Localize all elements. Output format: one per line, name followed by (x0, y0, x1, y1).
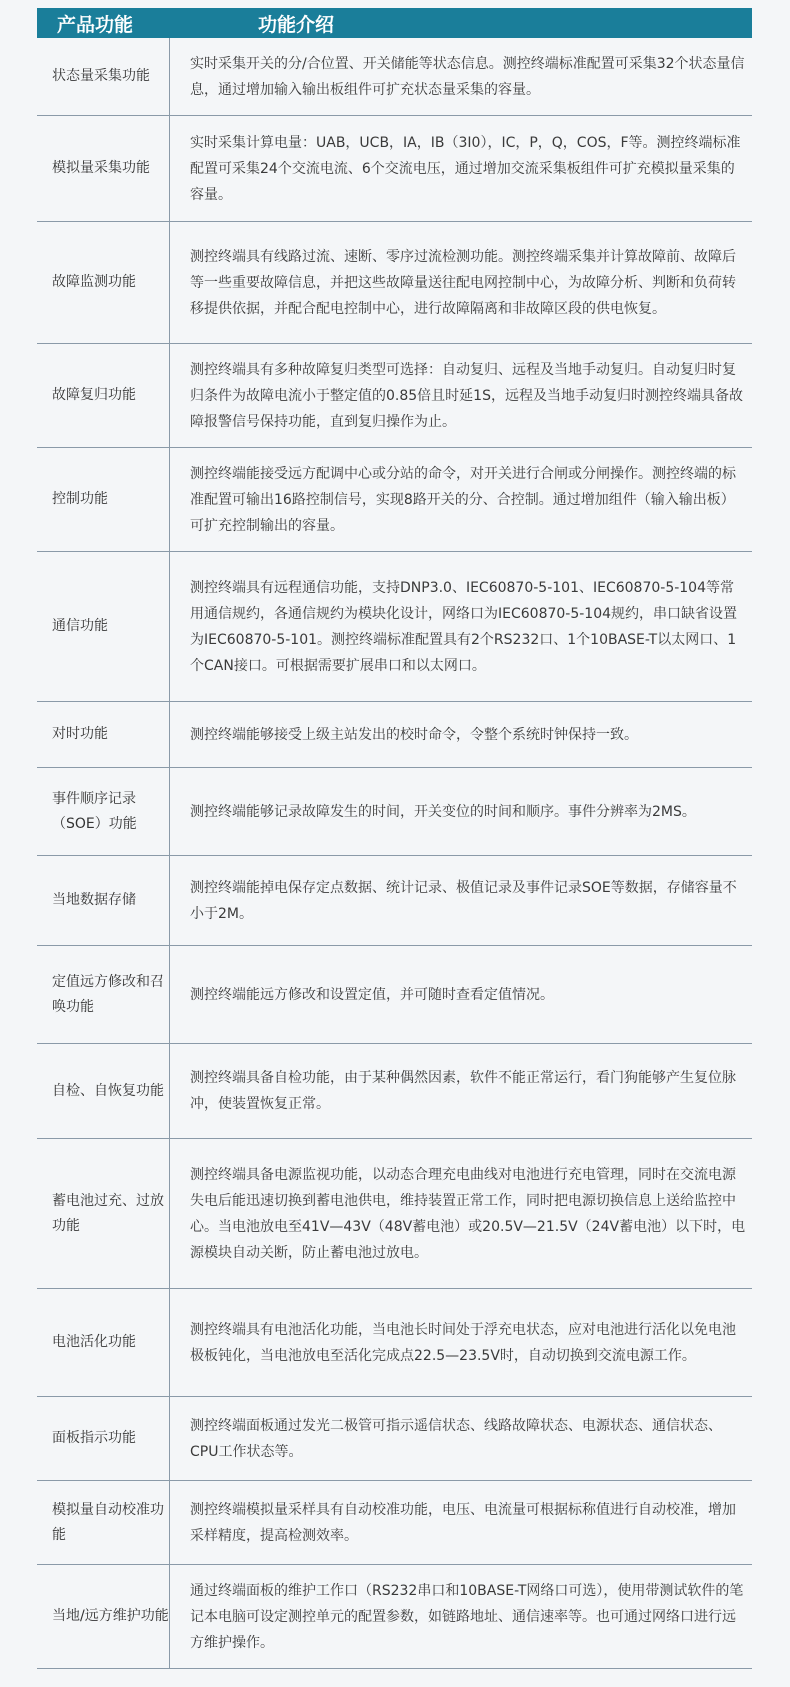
row-desc: 测控终端具备自检功能，由于某种偶然因素，软件不能正常运行，看门狗能够产生复位脉冲，使装置恢复正常。 (190, 1070, 736, 1112)
table-row (37, 1481, 752, 1565)
table-row (37, 38, 752, 116)
table-row (37, 552, 752, 702)
row-desc: 测控终端能够记录故障发生的时间，开关变位的时间和顺序。事件分辨率为2MS。 (190, 803, 696, 820)
header-function-intro: 功能介绍 (258, 13, 335, 36)
row-name: 模拟量采集功能 (37, 116, 170, 221)
row-desc: 测控终端具有远程通信功能，支持DNP3.0、IEC60870-5-101、IEC60870-5-104等常用通信规约，各通信规约为模块化设计，网络口为IEC60870-5-104规约，串口缺省设置为IEC60870-5-101。测控终端标准配置具有2个RS232口、1个10BASE-T以太网口、1个CAN接口。可根据需要扩展串口和以太网口。 (190, 579, 738, 674)
row-name: 电池活化功能 (37, 1289, 170, 1396)
row-name: 通信功能 (37, 552, 170, 701)
function-table (37, 8, 752, 1669)
row-desc: 测控终端能远方修改和设置定值，并可随时查看定值情况。 (190, 986, 554, 1003)
row-name: 定值远方修改和召唤功能 (37, 946, 170, 1043)
table-row (37, 768, 752, 856)
row-desc: 测控终端具备电源监视功能，以动态合理充电曲线对电池进行充电管理，同时在交流电源失电后能迅速切换到蓄电池供电，维持装置正常工作，同时把电源切换信息上送给监控中心。当电池放电至41V—43V（48V蓄电池）或20.5V—21.5V（24V蓄电池）以下时，电源模块自动关断，防止蓄电池过放电。 (190, 1166, 746, 1261)
table-row (37, 1397, 752, 1481)
table-row (37, 222, 752, 344)
row-name: 当地/远方维护功能 (37, 1565, 170, 1668)
table-row (37, 116, 752, 222)
row-name: 当地数据存储 (37, 856, 170, 945)
row-name: 状态量采集功能 (37, 38, 170, 115)
table-row (37, 448, 752, 552)
row-name: 模拟量自动校准功能 (37, 1481, 170, 1564)
row-name: 故障监测功能 (37, 222, 170, 343)
row-desc: 通过终端面板的维护工作口（RS232串口和10BASE-T网络口可选），使用带测试软件的笔记本电脑可设定测控单元的配置参数，如链路地址、通信速率等。也可通过网络口进行远方维护操作。 (190, 1582, 744, 1651)
row-desc: 测控终端能接受远方配调中心或分站的命令，对开关进行合闸或分闸操作。测控终端的标准配置可输出16路控制信号，实现8路开关的分、合控制。通过增加组件（输入输出板）可扩充控制输出的容量。 (190, 465, 736, 534)
row-name: 故障复归功能 (37, 344, 170, 447)
row-name: 自检、自恢复功能 (37, 1044, 170, 1138)
table-header (37, 8, 752, 38)
row-name: 控制功能 (37, 448, 170, 551)
row-desc: 测控终端能够接受上级主站发出的校时命令，令整个系统时钟保持一致。 (190, 726, 638, 743)
row-name: 事件顺序记录（SOE）功能 (37, 768, 170, 855)
row-desc: 测控终端面板通过发光二极管可指示遥信状态、线路故障状态、电源状态、通信状态、CPU工作状态等。 (190, 1417, 722, 1460)
row-name: 蓄电池过充、过放功能 (37, 1139, 170, 1288)
table-row (37, 946, 752, 1044)
row-desc: 测控终端具有线路过流、速断、零序过流检测功能。测控终端采集并计算故障前、故障后等一些重要故障信息，并把这些故障量送往配电网控制中心，为故障分析、判断和负荷转移提供依据，并配合配电控制中心，进行故障隔离和非故障区段的供电恢复。 (190, 248, 736, 317)
header-product-function: 产品功能 (57, 13, 134, 36)
row-desc: 测控终端模拟量采样具有自动校准功能，电压、电流量可根据标称值进行自动校准，增加采样精度，提高检测效率。 (190, 1501, 736, 1544)
table-row (37, 1289, 752, 1397)
row-name: 面板指示功能 (37, 1397, 170, 1480)
row-desc: 实时采集计算电量：UAB，UCB，IA，IB（3I0），IC，P，Q，COS，F等。测控终端标准配置可采集24个交流电流、6个交流电压，通过增加交流采集板组件可扩充模拟量采集的容量。 (190, 134, 741, 203)
row-name: 对时功能 (37, 702, 170, 767)
table-row (37, 344, 752, 448)
row-desc: 测控终端具有多种故障复归类型可选择：自动复归、远程及当地手动复归。自动复归时复归条件为故障电流小于整定值的0.85倍且时延1S，远程及当地手动复归时测控终端具备故障报警信号保持功能，直到复归操作为止。 (190, 361, 743, 430)
table-row (37, 1565, 752, 1669)
table-row (37, 856, 752, 946)
row-desc: 实时采集开关的分/合位置、开关储能等状态信息。测控终端标准配置可采集32个状态量信息，通过增加输入输出板组件可扩充状态量采集的容量。 (190, 55, 745, 98)
table-row (37, 1139, 752, 1289)
row-desc: 测控终端具有电池活化功能，当电池长时间处于浮充电状态，应对电池进行活化以免电池极板钝化，当电池放电至活化完成点22.5—23.5V时，自动切换到交流电源工作。 (190, 1321, 736, 1364)
table-row (37, 702, 752, 768)
row-desc: 测控终端能掉电保存定点数据、统计记录、极值记录及事件记录SOE等数据，存储容量不小于2M。 (190, 879, 737, 922)
table-row (37, 1044, 752, 1139)
